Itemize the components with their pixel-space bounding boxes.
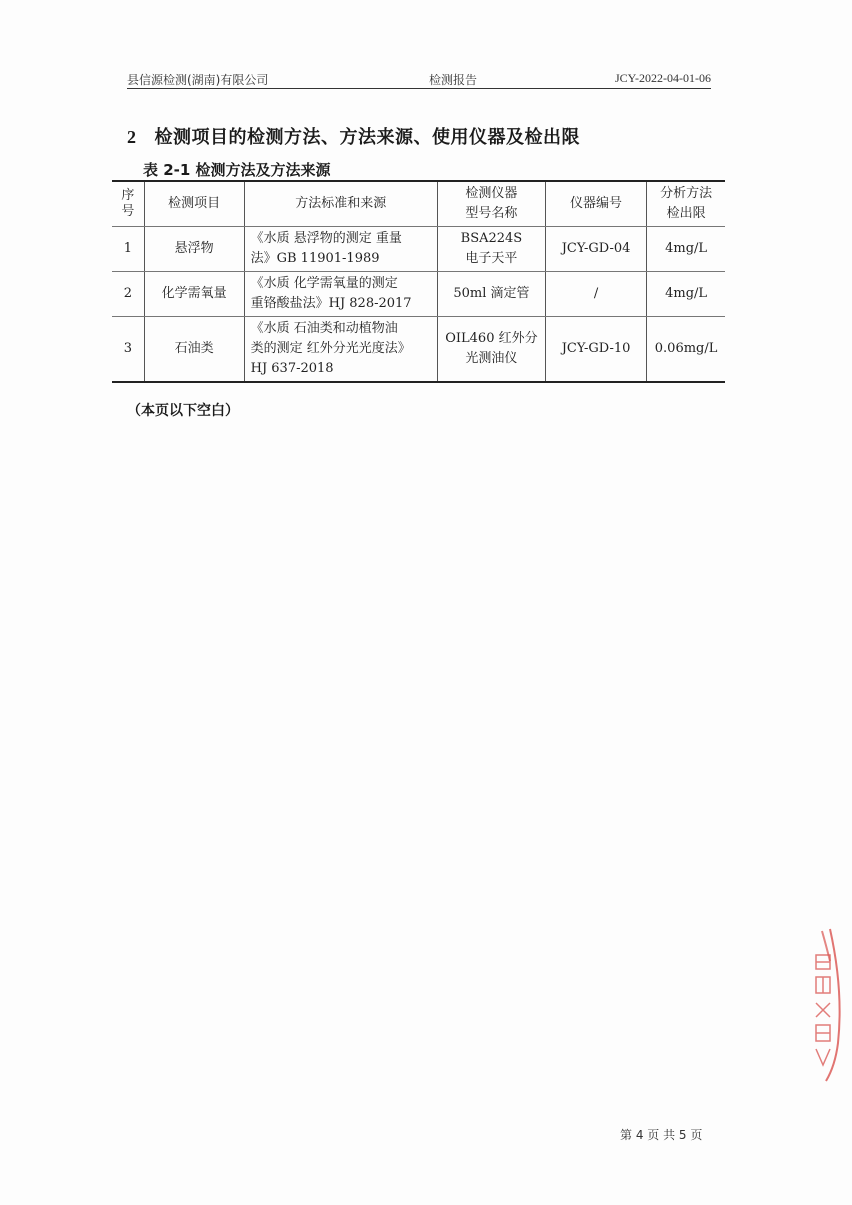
methods-table	[112, 180, 725, 383]
cell-limit: 4mg/L	[647, 272, 725, 317]
blank-page-note: （本页以下空白）	[127, 403, 239, 419]
cell-seq: 3	[112, 317, 144, 383]
cell-code: /	[545, 272, 646, 317]
header-method: 方法标准和来源	[244, 181, 437, 227]
cell-item: 石油类	[144, 317, 244, 383]
header-limit	[647, 181, 725, 227]
cell-limit: 0.06mg/L	[647, 317, 725, 383]
cell-instrument	[437, 272, 545, 317]
instrument-line: 电子天平	[465, 251, 518, 266]
instrument-line: BSA224S	[460, 231, 523, 246]
cell-limit: 4mg/L	[647, 227, 725, 272]
page-footer: 第 4 页 共 5 页	[620, 1128, 703, 1142]
header-instrument	[437, 181, 545, 227]
header-code: 仪器编号	[545, 181, 646, 227]
cell-instrument	[437, 227, 545, 272]
cell-method	[244, 272, 437, 317]
section-heading	[127, 123, 580, 149]
cell-seq: 1	[112, 227, 144, 272]
header-instrument-line2: 型号名称	[465, 206, 518, 221]
section-title-text: 检测项目的检测方法、方法来源、使用仪器及检出限	[154, 127, 580, 148]
header-instrument-line1: 检测仪器	[465, 186, 518, 201]
cell-method	[244, 227, 437, 272]
instrument-line: 光测油仪	[465, 351, 518, 366]
table-row	[112, 227, 725, 272]
method-line: 《水质 悬浮物的测定 重量	[250, 231, 402, 246]
method-line: 重铬酸盐法》HJ 828-2017	[250, 296, 412, 311]
cell-code: JCY-GD-10	[545, 317, 646, 383]
section-number: 2	[127, 127, 137, 147]
table-row	[112, 272, 725, 317]
header-limit-line1: 分析方法	[660, 186, 713, 201]
cell-method	[244, 317, 437, 383]
cell-code: JCY-GD-04	[545, 227, 646, 272]
header-item: 检测项目	[144, 181, 244, 227]
cell-item: 化学需氧量	[144, 272, 244, 317]
cell-item: 悬浮物	[144, 227, 244, 272]
instrument-line: 50ml 滴定管	[453, 286, 530, 301]
header-seq: 序号	[112, 181, 144, 227]
method-line: 《水质 化学需氧量的测定	[250, 276, 398, 291]
method-line: 《水质 石油类和动植物油	[250, 321, 398, 336]
header-doc-type: 检测报告	[429, 73, 478, 87]
method-line: 类的测定 红外分光光度法》	[250, 341, 411, 356]
table-header-row	[112, 181, 725, 227]
cell-instrument	[437, 317, 545, 383]
page-header	[127, 70, 711, 89]
cell-seq: 2	[112, 272, 144, 317]
table-caption: 表 2-1 检测方法及方法来源	[143, 161, 331, 179]
header-company: 县信源检测(湖南)有限公司	[127, 73, 269, 87]
method-line: HJ 637-2018	[250, 361, 334, 376]
table-row	[112, 317, 725, 383]
header-limit-line2: 检出限	[666, 206, 706, 221]
seal-stamp-icon	[808, 925, 848, 1085]
method-line: 法》GB 11901-1989	[250, 251, 380, 266]
header-doc-number: JCY-2022-04-01-06	[615, 71, 711, 85]
instrument-line: OIL460 红外分	[445, 331, 538, 346]
